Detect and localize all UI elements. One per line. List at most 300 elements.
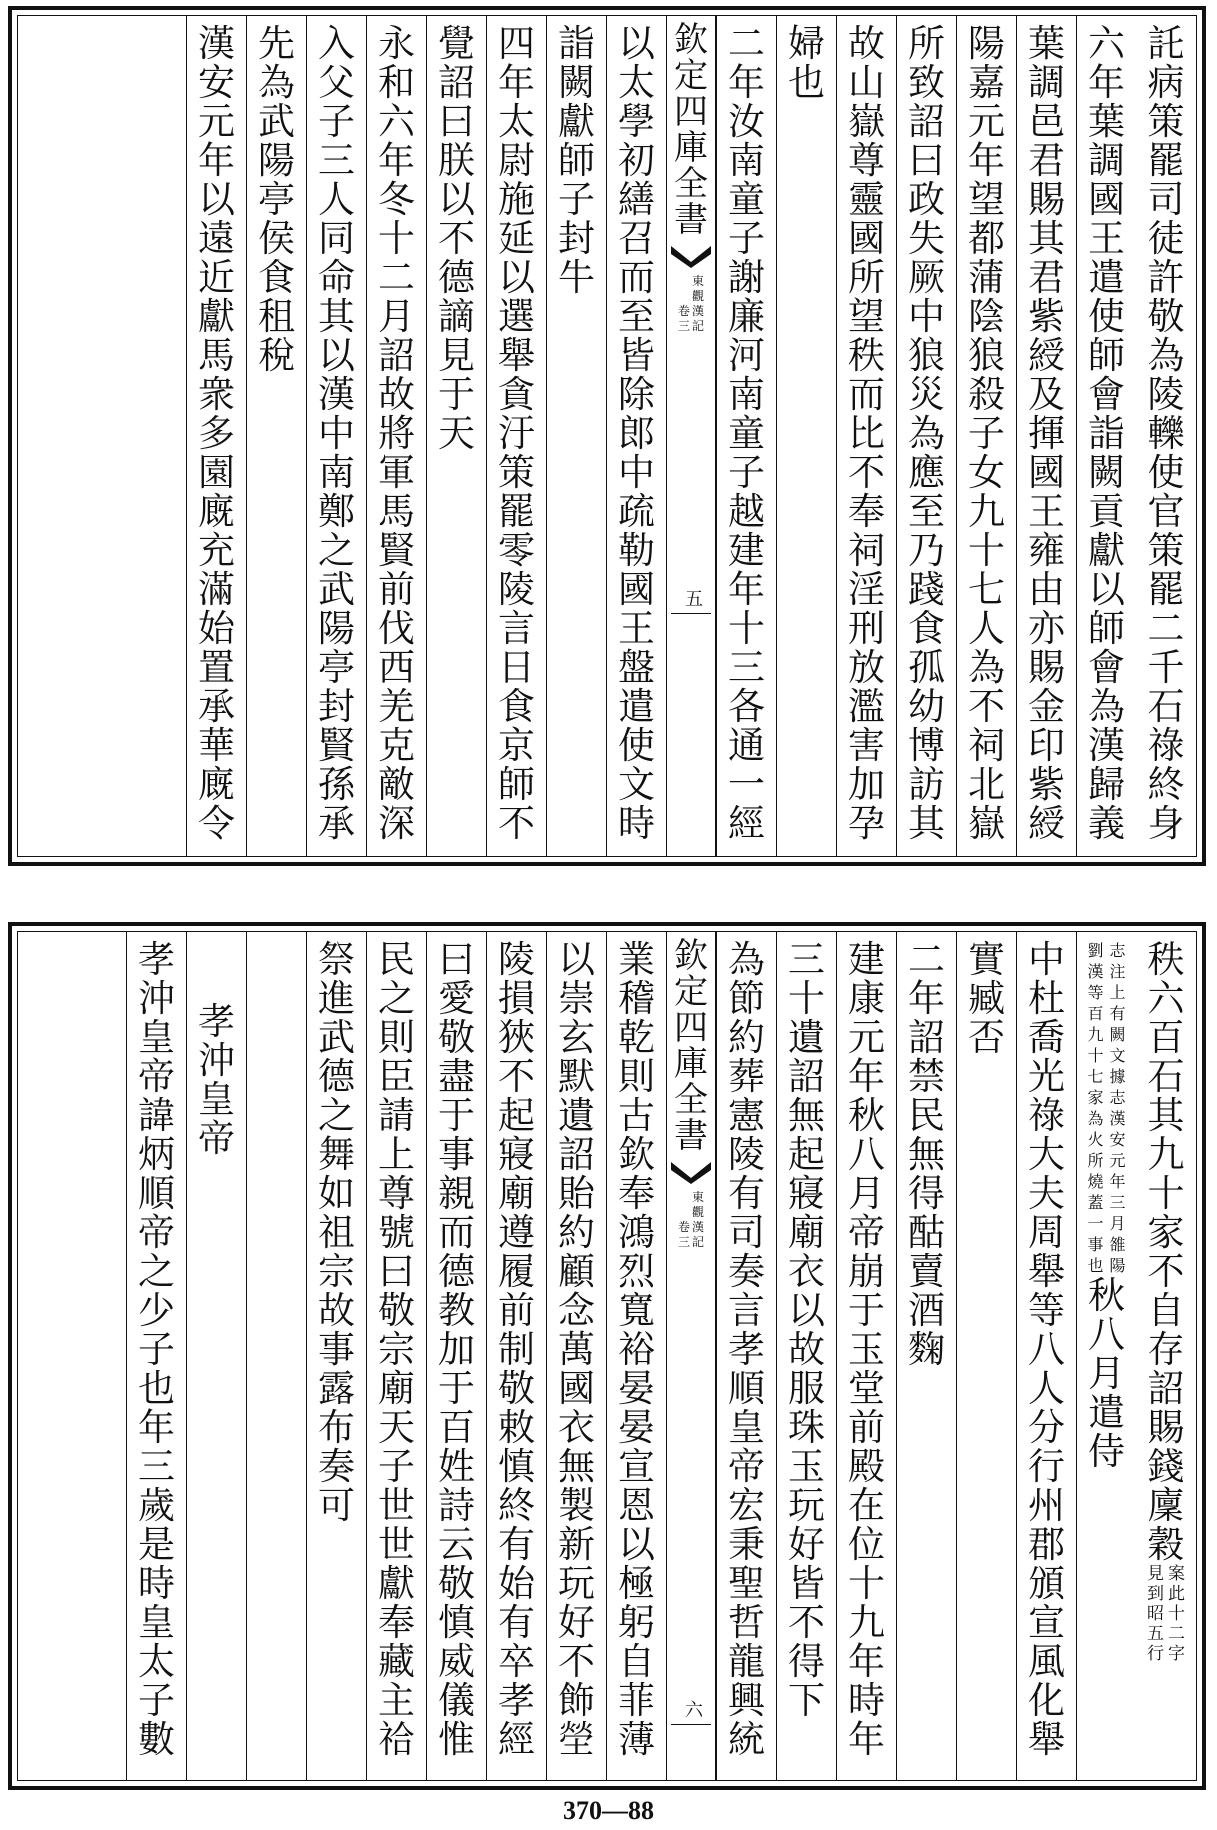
text-char: 學 bbox=[618, 100, 655, 143]
text-char: 事 bbox=[318, 1328, 355, 1371]
note-char: 字 bbox=[1168, 1644, 1185, 1664]
text-char: 麴 bbox=[908, 1328, 945, 1371]
text-column bbox=[896, 932, 956, 1780]
text-char: 遣 bbox=[1088, 256, 1125, 299]
text-char: 子 bbox=[138, 1679, 175, 1722]
text-char: 尉 bbox=[498, 139, 535, 182]
text-char: 伐 bbox=[378, 607, 415, 650]
text-char: 策 bbox=[1147, 100, 1185, 143]
text-char: 南 bbox=[318, 451, 355, 494]
text-char: 人 bbox=[968, 607, 1005, 650]
text-char: 布 bbox=[318, 1406, 355, 1449]
text-char: 六 bbox=[1147, 977, 1185, 1020]
text-char: 盡 bbox=[438, 1055, 475, 1098]
text-char: 師 bbox=[498, 763, 535, 806]
text-char: 司 bbox=[1147, 178, 1185, 221]
text-char: 祭 bbox=[318, 938, 355, 981]
text-char: 卒 bbox=[498, 1640, 535, 1683]
text-char: 八 bbox=[848, 1133, 885, 1176]
text-char: 十 bbox=[968, 529, 1005, 572]
text-char: 武 bbox=[318, 568, 355, 611]
text-char: 詣 bbox=[558, 22, 595, 65]
text-char: 京 bbox=[498, 724, 535, 767]
text-char: 錢 bbox=[1147, 1445, 1185, 1488]
fish-tail-mark-icon bbox=[669, 242, 713, 268]
text-char: 使 bbox=[1147, 451, 1185, 494]
text-column bbox=[546, 16, 606, 856]
text-char: 害 bbox=[848, 724, 885, 767]
text-char: 歲 bbox=[138, 1484, 175, 1527]
text-char: 以 bbox=[558, 938, 595, 981]
text-char: 故 bbox=[788, 1328, 825, 1371]
text-char: 孝 bbox=[728, 1328, 765, 1371]
text-char: 馬 bbox=[378, 490, 415, 533]
text-char: 策 bbox=[498, 451, 535, 494]
text-char: 官 bbox=[1147, 490, 1185, 533]
text-char: 謫 bbox=[438, 295, 475, 338]
text-char: 食 bbox=[908, 607, 945, 650]
title-char: 四 bbox=[674, 1008, 708, 1048]
text-char: 子 bbox=[378, 1445, 415, 1488]
text-char: 堂 bbox=[848, 1367, 885, 1410]
text-char: 衣 bbox=[788, 1250, 825, 1293]
note-char: 十 bbox=[1168, 1604, 1185, 1624]
center-margin bbox=[666, 16, 716, 856]
book-char: 記 bbox=[692, 319, 705, 333]
text-char: 也 bbox=[138, 1367, 175, 1410]
text-char: 見 bbox=[438, 334, 475, 377]
text-char: 不 bbox=[788, 1601, 825, 1644]
text-char: 金 bbox=[1028, 685, 1065, 728]
text-char: 亭 bbox=[258, 178, 295, 221]
folio-rule bbox=[671, 613, 711, 614]
text-char: 服 bbox=[788, 1367, 825, 1410]
text-char: 致 bbox=[908, 61, 945, 104]
text-char: 前 bbox=[498, 1289, 535, 1332]
text-char: 舉 bbox=[1028, 1718, 1065, 1761]
text-char: 州 bbox=[1028, 1484, 1065, 1527]
text-char: 先 bbox=[258, 22, 295, 65]
text-char: 漢 bbox=[1088, 724, 1125, 767]
text-char: 延 bbox=[498, 217, 535, 260]
text-char: 在 bbox=[848, 1484, 885, 1527]
text-char: 沖 bbox=[198, 1039, 235, 1082]
text-char: 葬 bbox=[728, 1055, 765, 1098]
text-column bbox=[836, 932, 896, 1780]
text-char: 酒 bbox=[908, 1289, 945, 1332]
text-char: 三 bbox=[138, 1445, 175, 1488]
text-char: 孝 bbox=[138, 938, 175, 981]
text-char: 子 bbox=[728, 451, 765, 494]
text-char: 令 bbox=[198, 802, 235, 845]
text-char: 漢 bbox=[198, 22, 235, 65]
text-char: 充 bbox=[198, 529, 235, 572]
text-char: 賢 bbox=[318, 724, 355, 767]
text-char: 師 bbox=[1088, 607, 1125, 650]
text-char: 祿 bbox=[1147, 724, 1185, 767]
top-page bbox=[8, 6, 1206, 866]
text-char: 置 bbox=[198, 646, 235, 689]
text-char: 廟 bbox=[498, 1172, 535, 1215]
text-char: 事 bbox=[438, 1133, 475, 1176]
text-char: 將 bbox=[378, 412, 415, 455]
text-char: 賜 bbox=[1147, 1406, 1185, 1449]
folio-number: 六 bbox=[685, 1700, 703, 1721]
text-char: 藏 bbox=[378, 1640, 415, 1683]
text-char: 極 bbox=[618, 1562, 655, 1605]
text-char: 刑 bbox=[848, 607, 885, 650]
book-juan-label bbox=[678, 274, 704, 334]
page-number: 370—88 bbox=[563, 1796, 654, 1825]
text-char: 風 bbox=[1028, 1640, 1065, 1683]
text-char: 中 bbox=[618, 451, 655, 494]
text-char: 九 bbox=[848, 1601, 885, 1644]
text-char: 否 bbox=[968, 1016, 1005, 1059]
note-char: 有 bbox=[1109, 1004, 1126, 1023]
juan-name bbox=[678, 304, 690, 334]
text-char: 曰 bbox=[908, 139, 945, 182]
text-char: 父 bbox=[318, 61, 355, 104]
text-char: 年 bbox=[728, 61, 765, 104]
text-char: 罷 bbox=[1147, 568, 1185, 611]
text-char: 印 bbox=[1028, 724, 1065, 767]
text-char: 皆 bbox=[618, 334, 655, 377]
text-char: 貢 bbox=[1088, 490, 1125, 533]
text-char: 滿 bbox=[198, 568, 235, 611]
text-char: 進 bbox=[318, 977, 355, 1020]
text-column bbox=[306, 16, 366, 856]
text-char: 訪 bbox=[908, 763, 945, 806]
text-char: 及 bbox=[1028, 373, 1065, 416]
text-char: 以 bbox=[198, 178, 235, 221]
note-char: 注 bbox=[1109, 962, 1126, 981]
text-char: 獻 bbox=[198, 295, 235, 338]
note-char: 七 bbox=[1087, 1067, 1104, 1086]
text-char: 家 bbox=[1147, 1211, 1185, 1254]
text-char: 綬 bbox=[1028, 334, 1065, 377]
text-char: 太 bbox=[618, 61, 655, 104]
text-char: 不 bbox=[968, 685, 1005, 728]
text-char: 廟 bbox=[788, 1211, 825, 1254]
text-char: 安 bbox=[198, 61, 235, 104]
text-char: 宗 bbox=[318, 1250, 355, 1293]
text-char: 詩 bbox=[438, 1484, 475, 1527]
text-char: 子 bbox=[318, 100, 355, 143]
text-char: 十 bbox=[378, 217, 415, 260]
text-char: 炳 bbox=[138, 1133, 175, 1176]
fish-tail-mark-icon bbox=[669, 1158, 713, 1184]
text-char: 靈 bbox=[848, 178, 885, 221]
text-column bbox=[956, 16, 1016, 856]
text-char: 紫 bbox=[1028, 763, 1065, 806]
text-column bbox=[426, 932, 486, 1780]
text-char: 園 bbox=[198, 451, 235, 494]
text-char: 不 bbox=[558, 1640, 595, 1683]
text-char: 露 bbox=[318, 1367, 355, 1410]
text-char: 百 bbox=[1147, 1016, 1185, 1059]
text-char: 亭 bbox=[318, 646, 355, 689]
text-char: 十 bbox=[728, 607, 765, 650]
text-char: 時 bbox=[138, 1562, 175, 1605]
text-char: 舉 bbox=[498, 334, 535, 377]
text-char: 淫 bbox=[848, 568, 885, 611]
text-char: 秩 bbox=[1147, 938, 1185, 981]
text-char: 故 bbox=[378, 373, 415, 416]
text-char: 奉 bbox=[378, 1601, 415, 1644]
text-char: 有 bbox=[728, 1172, 765, 1215]
note-char: 漢 bbox=[1087, 962, 1104, 981]
text-char: 近 bbox=[198, 256, 235, 299]
text-char: 為 bbox=[1147, 334, 1185, 377]
text-char: 以 bbox=[618, 1523, 655, 1566]
text-column bbox=[546, 932, 606, 1780]
text-char: 望 bbox=[848, 295, 885, 338]
text-char: 慎 bbox=[498, 1445, 535, 1488]
text-char: 婦 bbox=[788, 22, 825, 65]
book-juan-label bbox=[678, 1190, 704, 1250]
title-char: 欽 bbox=[674, 20, 708, 60]
text-column bbox=[1076, 16, 1136, 856]
text-column bbox=[486, 932, 546, 1780]
note-char: 事 bbox=[1087, 1235, 1104, 1254]
text-char: 狹 bbox=[498, 1016, 535, 1059]
text-char: 三 bbox=[318, 139, 355, 182]
text-char: 賜 bbox=[1028, 646, 1065, 689]
text-char: 濫 bbox=[848, 685, 885, 728]
text-char: 孫 bbox=[318, 763, 355, 806]
text-char: 河 bbox=[728, 334, 765, 377]
text-char: 祿 bbox=[1028, 1094, 1065, 1137]
text-char: 南 bbox=[728, 139, 765, 182]
text-char: 也 bbox=[788, 61, 825, 104]
text-char: 其 bbox=[318, 295, 355, 338]
text-char: 稽 bbox=[618, 977, 655, 1020]
text-char: 廟 bbox=[378, 1367, 415, 1410]
text-char: 零 bbox=[498, 529, 535, 572]
text-char: 覺 bbox=[438, 22, 475, 65]
title-char: 定 bbox=[674, 56, 708, 96]
text-char: 八 bbox=[1028, 1328, 1065, 1371]
text-char: 陽 bbox=[258, 139, 295, 182]
text-char: 約 bbox=[558, 1211, 595, 1254]
text-char: 孤 bbox=[908, 646, 945, 689]
text-char: 紫 bbox=[1028, 295, 1065, 338]
text-char: 國 bbox=[558, 1367, 595, 1410]
text-char: 化 bbox=[1028, 1679, 1065, 1722]
text-char: 經 bbox=[728, 802, 765, 845]
text-char: 國 bbox=[848, 217, 885, 260]
note-char: 百 bbox=[1087, 1004, 1104, 1023]
text-char: 實 bbox=[968, 938, 1005, 981]
text-char: 聖 bbox=[728, 1562, 765, 1605]
text-char: 如 bbox=[318, 1172, 355, 1215]
text-char: 敬 bbox=[378, 1289, 415, 1332]
text-char: 前 bbox=[848, 1406, 885, 1449]
text-char: 詔 bbox=[1147, 1367, 1185, 1410]
text-char: 而 bbox=[848, 373, 885, 416]
text-char: 身 bbox=[1147, 802, 1185, 845]
text-char: 之 bbox=[138, 1250, 175, 1293]
text-char: 子 bbox=[558, 178, 595, 221]
text-char: 武 bbox=[318, 1016, 355, 1059]
note-char: 蓋 bbox=[1087, 1193, 1104, 1212]
text-char: 時 bbox=[618, 802, 655, 845]
text-char: 六 bbox=[1088, 22, 1125, 65]
text-char: 博 bbox=[908, 724, 945, 767]
text-char: 入 bbox=[318, 22, 355, 65]
text-char: 秋 bbox=[1088, 1274, 1125, 1317]
text-char: 詔 bbox=[378, 334, 415, 377]
text-char: 所 bbox=[848, 256, 885, 299]
text-char: 無 bbox=[788, 1094, 825, 1137]
text-char: 曰 bbox=[438, 100, 475, 143]
text-char: 綬 bbox=[1028, 802, 1065, 845]
text-char: 以 bbox=[318, 334, 355, 377]
text-char: 喬 bbox=[1028, 1016, 1065, 1059]
juan-name bbox=[678, 1220, 690, 1250]
text-char: 年 bbox=[378, 139, 415, 182]
text-char: 月 bbox=[1088, 1352, 1125, 1395]
text-char: 年 bbox=[968, 139, 1005, 182]
note-char: 昭 bbox=[1147, 1604, 1164, 1624]
book-char: 觀 bbox=[692, 1205, 705, 1219]
title-char: 四 bbox=[674, 92, 708, 132]
text-char: 寢 bbox=[788, 1172, 825, 1215]
text-char: 寬 bbox=[618, 1289, 655, 1332]
text-char: 繕 bbox=[618, 178, 655, 221]
text-char: 玩 bbox=[788, 1484, 825, 1527]
text-char: 子 bbox=[968, 412, 1005, 455]
text-char: 制 bbox=[498, 1328, 535, 1371]
text-char: 少 bbox=[138, 1289, 175, 1332]
text-char: 王 bbox=[1028, 490, 1065, 533]
text-char: 衣 bbox=[558, 1406, 595, 1449]
text-column bbox=[306, 932, 366, 1780]
text-char: 皇 bbox=[138, 1601, 175, 1644]
text-char: 徒 bbox=[1147, 217, 1185, 260]
text-char: 選 bbox=[498, 295, 535, 338]
book-char: 東 bbox=[692, 274, 705, 288]
text-char: 存 bbox=[1147, 1328, 1185, 1371]
text-char: 朕 bbox=[438, 139, 475, 182]
text-char: 使 bbox=[618, 724, 655, 767]
text-char: 周 bbox=[1028, 1211, 1065, 1254]
text-char: 約 bbox=[728, 1016, 765, 1059]
text-char: 不 bbox=[438, 217, 475, 260]
text-char: 龍 bbox=[728, 1640, 765, 1683]
text-char: 九 bbox=[968, 490, 1005, 533]
note-char: 雒 bbox=[1109, 1235, 1126, 1254]
text-char: 臧 bbox=[968, 977, 1005, 1020]
text-char: 初 bbox=[618, 139, 655, 182]
text-column bbox=[896, 16, 956, 856]
text-char: 秩 bbox=[848, 334, 885, 377]
text-char: 飾 bbox=[558, 1679, 595, 1722]
text-char: 二 bbox=[908, 938, 945, 981]
text-char: 行 bbox=[1028, 1445, 1065, 1488]
text-char: 嘉 bbox=[968, 61, 1005, 104]
text-char: 以 bbox=[618, 22, 655, 65]
text-char: 託 bbox=[1147, 22, 1185, 65]
text-char: 病 bbox=[1147, 61, 1185, 104]
text-char: 多 bbox=[198, 412, 235, 455]
note-char: 闕 bbox=[1109, 1025, 1126, 1044]
text-char: 上 bbox=[378, 1133, 415, 1176]
text-char: 玄 bbox=[558, 1016, 595, 1059]
text-char: 哲 bbox=[728, 1601, 765, 1644]
note-char: 元 bbox=[1109, 1151, 1126, 1170]
note-char: 志 bbox=[1109, 941, 1126, 960]
note-char: 所 bbox=[1087, 1151, 1104, 1170]
text-char: 年 bbox=[728, 568, 765, 611]
text-column bbox=[776, 16, 836, 856]
text-char: 奏 bbox=[318, 1445, 355, 1488]
text-char: 都 bbox=[968, 217, 1005, 260]
text-char: 敵 bbox=[378, 763, 415, 806]
text-column bbox=[186, 932, 246, 1780]
text-char: 元 bbox=[848, 1016, 885, 1059]
text-column bbox=[716, 16, 776, 856]
text-char: 使 bbox=[1088, 295, 1125, 338]
book-char: 記 bbox=[692, 1235, 705, 1249]
text-char: 分 bbox=[1028, 1406, 1065, 1449]
text-char: 三 bbox=[728, 646, 765, 689]
text-char: 臣 bbox=[378, 1055, 415, 1098]
text-char: 罷 bbox=[498, 490, 535, 533]
title-char: 庫 bbox=[674, 128, 708, 168]
title-char: 欽 bbox=[674, 936, 708, 976]
text-char: 君 bbox=[1028, 139, 1065, 182]
text-char: 國 bbox=[1028, 451, 1065, 494]
note-char: 上 bbox=[1109, 983, 1126, 1002]
text-char: 好 bbox=[558, 1601, 595, 1644]
text-char: 天 bbox=[438, 412, 475, 455]
text-char: 謝 bbox=[728, 256, 765, 299]
text-char: 馬 bbox=[198, 334, 235, 377]
text-char: 千 bbox=[1147, 646, 1185, 689]
text-char: 德 bbox=[438, 256, 475, 299]
text-char: 順 bbox=[728, 1367, 765, 1410]
text-char: 遣 bbox=[618, 685, 655, 728]
text-char: 牛 bbox=[558, 256, 595, 299]
text-char: 宏 bbox=[728, 1484, 765, 1527]
title-char: 書 bbox=[674, 200, 708, 240]
text-column bbox=[246, 932, 306, 1780]
text-char: 闕 bbox=[1088, 451, 1125, 494]
text-char: 曰 bbox=[378, 1250, 415, 1293]
text-char: 廉 bbox=[728, 295, 765, 338]
note-char: 月 bbox=[1109, 1214, 1126, 1233]
text-char: 義 bbox=[1088, 802, 1125, 845]
note-char: 志 bbox=[1109, 1088, 1126, 1107]
note-char: 十 bbox=[1087, 1046, 1104, 1065]
text-char: 數 bbox=[138, 1718, 175, 1761]
text-char: 請 bbox=[378, 1094, 415, 1137]
text-char: 通 bbox=[728, 724, 765, 767]
text-char: 人 bbox=[318, 178, 355, 221]
note-char: 漢 bbox=[1109, 1109, 1126, 1128]
text-char: 會 bbox=[1088, 373, 1125, 416]
text-char: 詔 bbox=[438, 61, 475, 104]
text-char: 孝 bbox=[498, 1679, 535, 1722]
text-char: 皇 bbox=[198, 1078, 235, 1121]
text-char: 王 bbox=[1088, 217, 1125, 260]
text-char: 獻 bbox=[558, 100, 595, 143]
text-char: 敬 bbox=[438, 1562, 475, 1605]
text-char: 厥 bbox=[908, 256, 945, 299]
text-char: 其 bbox=[1028, 217, 1065, 260]
title-char: 定 bbox=[674, 972, 708, 1012]
